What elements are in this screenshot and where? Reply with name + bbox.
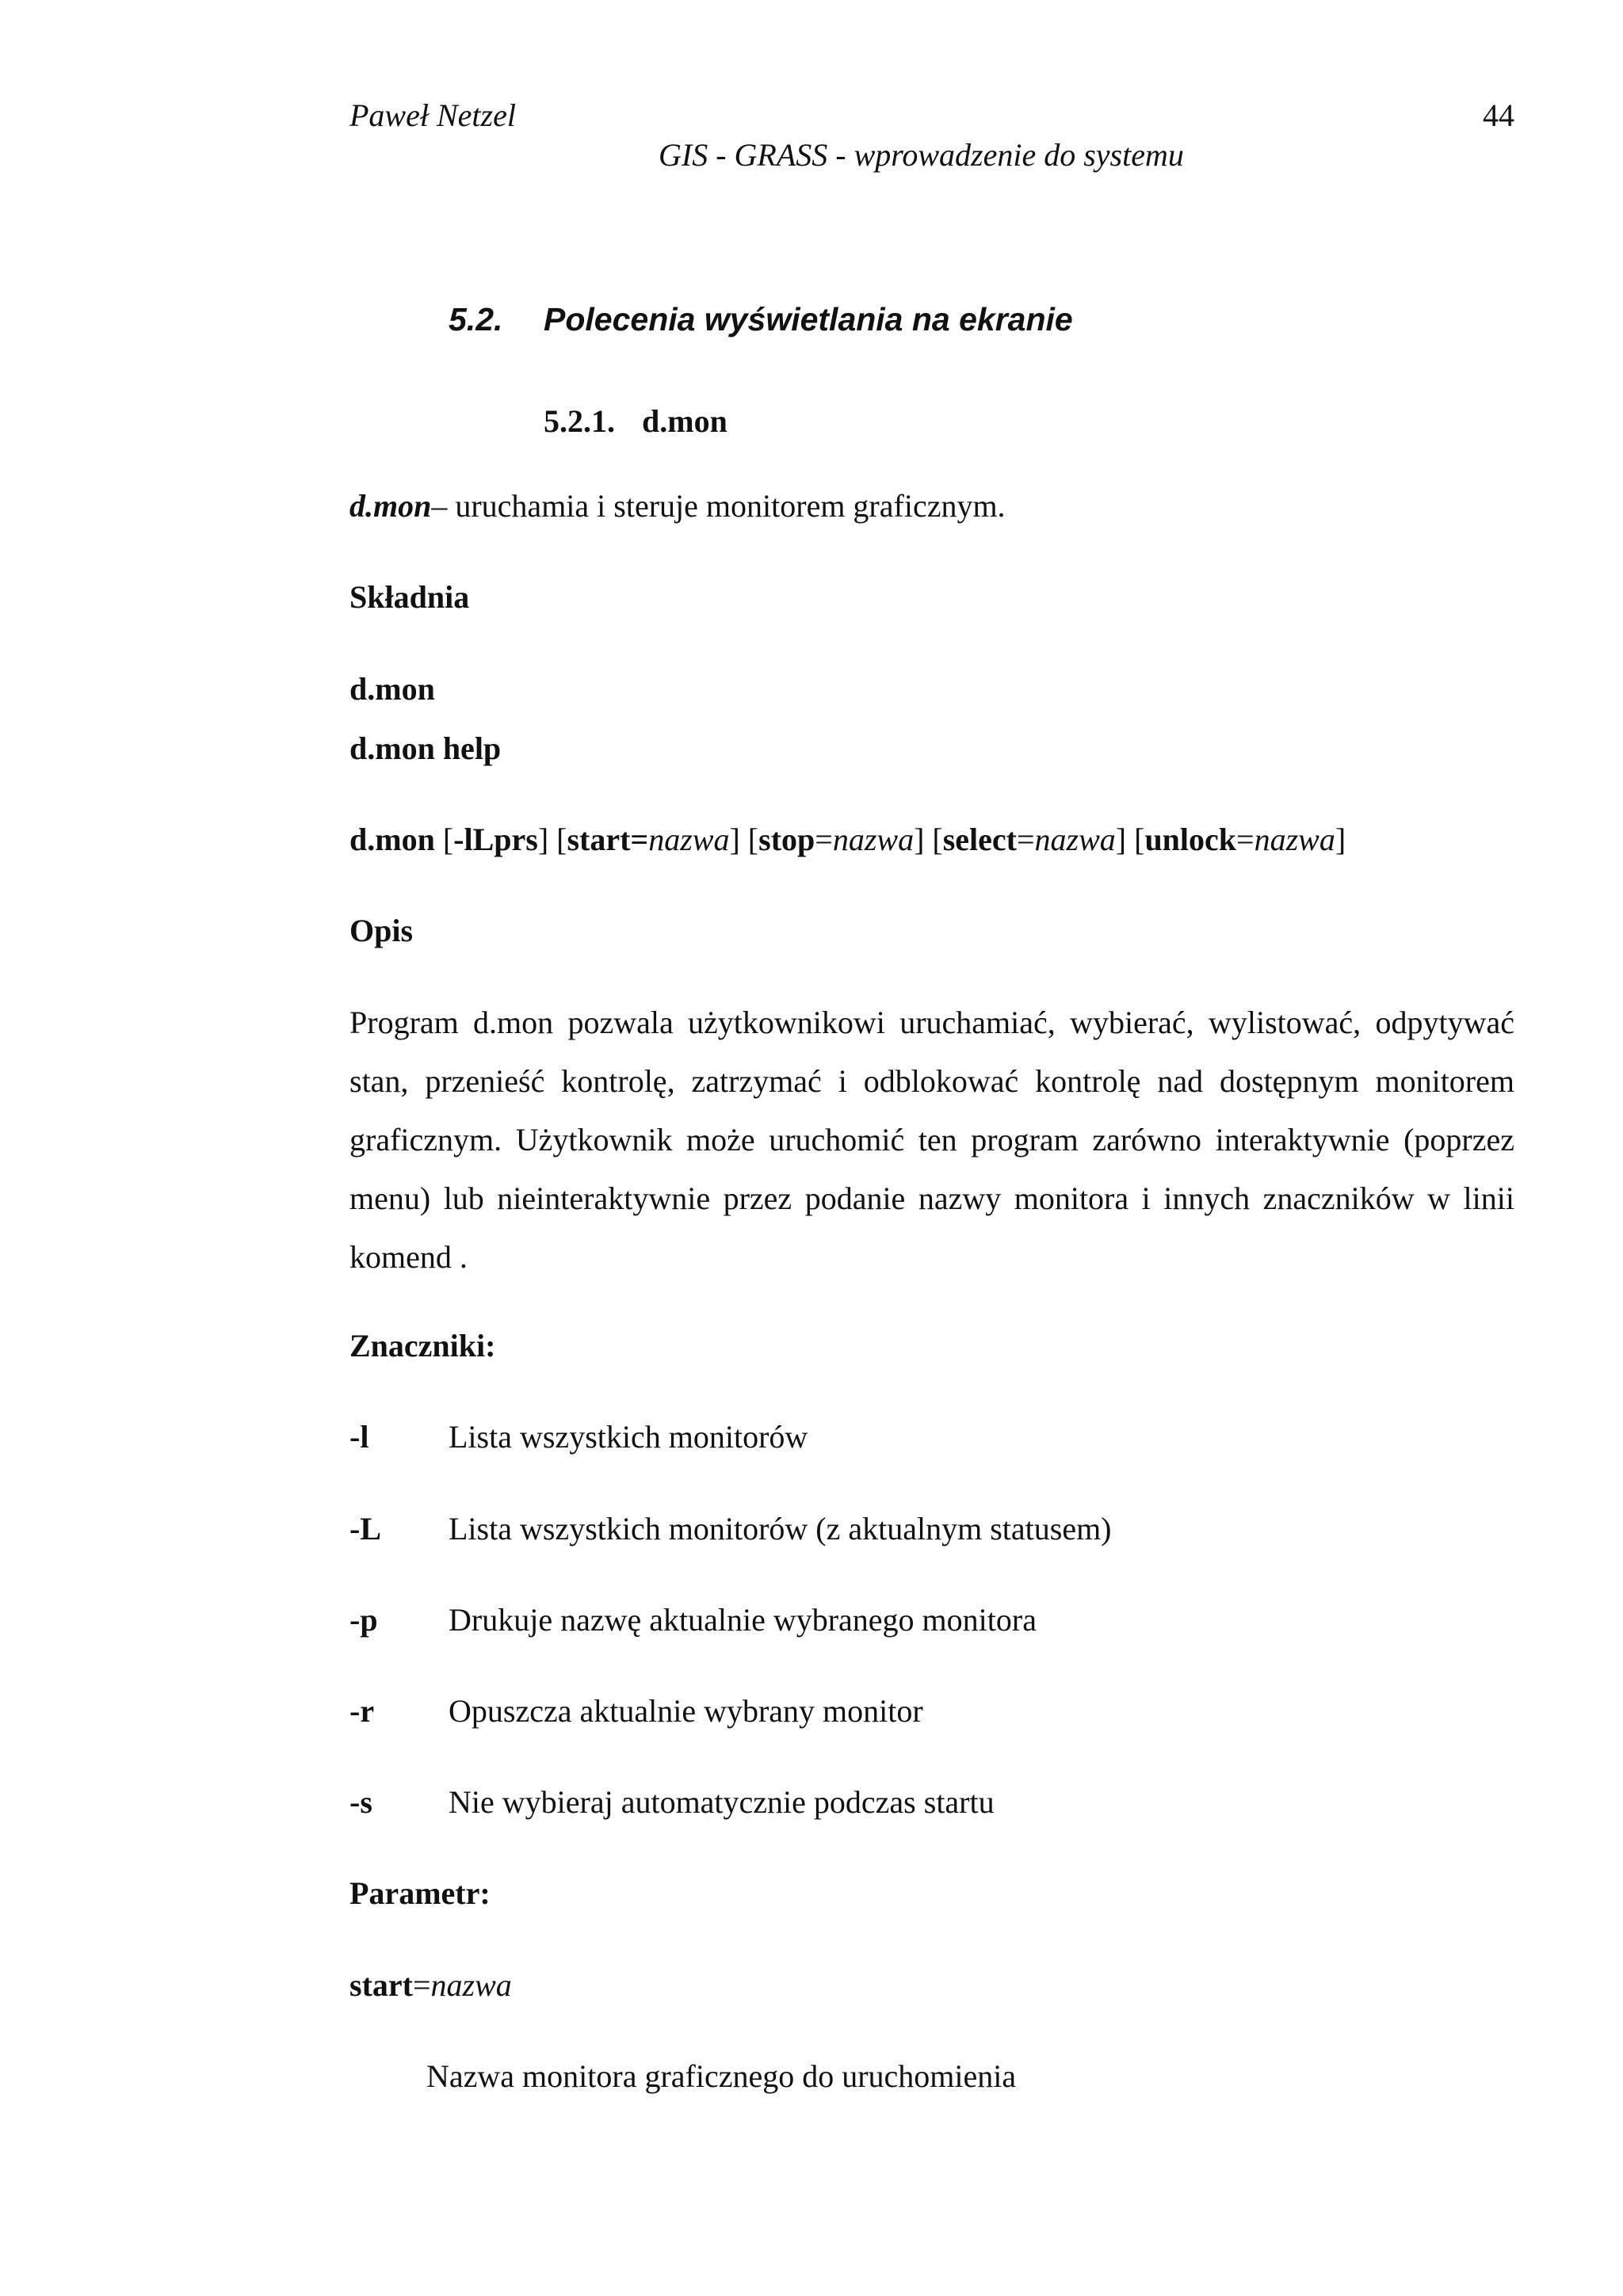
syntax-value: nazwa — [1034, 822, 1116, 857]
syntax-equals: = — [1236, 822, 1254, 857]
syntax-value: nazwa — [832, 822, 915, 857]
section-title: Polecenia wyświetlania na ekranie — [544, 301, 1073, 338]
section-number: 5.2. — [449, 301, 503, 338]
flag-name: -s — [349, 1784, 372, 1820]
flag-description: Drukuje nazwę aktualnie wybranego monitora — [449, 1602, 1037, 1638]
flag-description: Nie wybieraj automatycznie podczas startu — [449, 1784, 995, 1820]
syntax-bracket: ] [ — [1115, 822, 1145, 857]
header-author: Paweł Netzel — [349, 97, 516, 133]
flag-description: Lista wszystkich monitorów (z aktualnym statusem) — [449, 1511, 1112, 1547]
parameter-equals: = — [412, 1967, 431, 2003]
flags-heading: Znaczniki: — [349, 1328, 496, 1363]
syntax-value: nazwa — [1254, 822, 1335, 857]
description-paragraph — [349, 994, 1514, 1287]
flag-name: -l — [349, 1419, 369, 1455]
flag-name: -L — [349, 1511, 381, 1547]
parameter-description: Nazwa monitora graficznego do uruchomienia — [426, 2058, 1017, 2094]
syntax-bracket: ] — [1335, 822, 1346, 857]
syntax-bracket: ] [ — [914, 822, 943, 857]
parameter-value: nazwa — [430, 1967, 512, 2003]
syntax-param-stop: stop — [758, 822, 815, 857]
syntax-line-1: d.mon — [349, 671, 435, 707]
subsection-number: 5.2.1. — [544, 403, 615, 439]
syntax-line-2: d.mon help — [349, 730, 502, 766]
description-heading: Opis — [349, 913, 414, 948]
syntax-value: nazwa — [648, 822, 730, 857]
syntax-flags: -lLprs — [453, 822, 538, 857]
header-document-title: GIS - GRASS - wprowadzenie do systemu — [659, 137, 1184, 173]
syntax-param-start: start= — [567, 822, 649, 857]
intro-text: – uruchamia i steruje monitorem graficznym. — [431, 488, 1006, 524]
parameters-heading: Parametr: — [349, 1875, 491, 1911]
page-number: 44 — [1483, 97, 1514, 133]
flag-description: Lista wszystkich monitorów — [449, 1419, 808, 1455]
description-line: graficznym. Użytkownik może uruchomić ten program zarówno interaktywnie (poprzez — [349, 1122, 1514, 1158]
syntax-heading: Składnia — [349, 579, 470, 615]
syntax-equals: = — [1016, 822, 1035, 857]
intro-command: d.mon — [349, 488, 432, 524]
syntax-cmd: d.mon — [349, 822, 435, 857]
parameter-name: start — [349, 1967, 413, 2003]
flag-name: -r — [349, 1693, 375, 1729]
description-line: stan, przenieść kontrolę, zatrzymać i odblokować kontrolę nad dostępnym monitorem — [349, 1063, 1514, 1099]
syntax-full — [349, 821, 1346, 858]
parameter-signature — [349, 1966, 512, 2004]
syntax-param-unlock: unlock — [1144, 822, 1237, 857]
syntax-bracket: ] [ — [729, 822, 759, 857]
description-line: Program d.mon pozwala użytkownikowi uruchamiać, wybierać, wylistować, odpytywać — [349, 1005, 1514, 1040]
syntax-bracket: [ — [434, 822, 454, 857]
intro-line — [349, 487, 1006, 524]
syntax-equals: = — [815, 822, 833, 857]
flag-name: -p — [349, 1602, 378, 1638]
description-line: menu) lub nieinteraktywnie przez podanie nazwy monitora i innych znaczników w linii — [349, 1180, 1514, 1216]
flag-description: Opuszcza aktualnie wybrany monitor — [449, 1693, 923, 1729]
syntax-param-select: select — [942, 822, 1017, 857]
syntax-bracket: ] [ — [537, 822, 567, 857]
subsection-title: d.mon — [642, 403, 727, 439]
description-line: komend . — [349, 1239, 468, 1275]
